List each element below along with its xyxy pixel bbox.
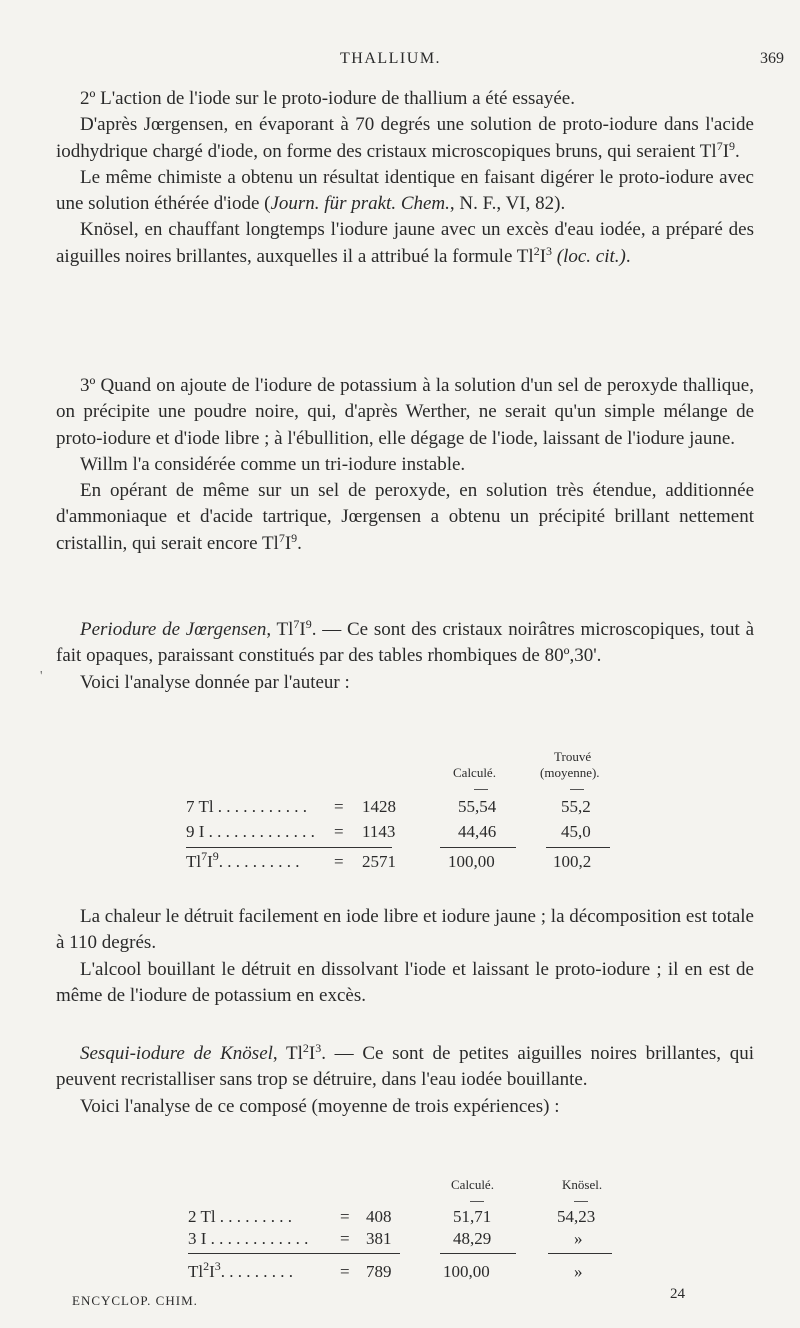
paragraph-decomposition: [56, 904, 754, 1009]
footer-collection: ENCYCLOP. CHIM.: [72, 1293, 198, 1308]
sum-rule: [440, 1253, 516, 1254]
text-line: Knösel, en chauffant longtemps l'iodure jaune avec un excès d'eau iodée, a préparé des aiguilles noires brillantes, auxquelles il a attribué la formule $Tl^2I^3$ (loc. cit.).: [56, 219, 754, 267]
page-number: 369: [760, 50, 784, 67]
sum-rule: [548, 1253, 612, 1254]
row-calculated: 48,29: [453, 1229, 492, 1248]
header-dash: [574, 1201, 588, 1202]
text-line: L'alcool bouillant le détruit en dissolvant l'iode et laissant le proto-iodure ; il en est de même de l'iodure de potassium en excès.: [56, 958, 754, 1006]
header-dash: [570, 789, 584, 790]
row-weight: 1143: [362, 822, 396, 841]
row-weight: 1428: [362, 797, 396, 816]
total-label: $Tl^7I^9$. . . . . . . . . .: [186, 849, 300, 871]
column-header-calculated: Calculé.: [453, 765, 496, 780]
sum-rule: [440, 847, 516, 848]
text-line: D'après Jœrgensen, en évaporant à 70 degrés une solution de proto-iodure dans l'acide iodhydrique chargé d'iode, on forme des cristaux microscopiques bruns, qui seraient $Tl^7I^9$.: [56, 114, 754, 162]
sum-rule: [188, 1253, 400, 1254]
row-eq: =: [334, 822, 344, 841]
total-eq: =: [340, 1262, 350, 1281]
running-title: THALLIUM.: [340, 50, 442, 67]
text-line: Willm l'a considérée comme un tri-iodure instable.: [80, 453, 466, 475]
paragraph-potassium-iodide: [56, 373, 754, 557]
column-header-found: Trouvé: [554, 749, 592, 764]
column-header-found-avg: (moyenne).: [540, 765, 600, 780]
total-weight: 789: [366, 1262, 392, 1281]
row-eq: =: [334, 797, 344, 816]
total-calculated: 100,00: [448, 852, 495, 871]
row-weight: 381: [366, 1229, 392, 1248]
text-line: Sesqui-iodure de Knösel, $Tl^2I^3$. — Ce sont de petites aiguilles noires brillantes, qui peuvent recristalliser sans trop se détruire, dans l'eau iodée bouillante.: [56, 1041, 754, 1091]
row-found: 45,0: [561, 822, 591, 841]
row-label: 2 Tl . . . . . . . . .: [188, 1207, 293, 1226]
row-calculated: 44,46: [458, 822, 497, 841]
row-weight: 408: [366, 1207, 392, 1226]
sum-rule: [186, 847, 392, 848]
text-line: Periodure de Jœrgensen, $Tl^7I^9$. — Ce sont des cristaux noirâtres microscopiques, tout à fait opaques, paraissant constitués par des tables rhombiques de 80º,30'.: [56, 617, 755, 667]
text-line: 2º L'action de l'iode sur le proto-iodure de thallium a été essayée.: [80, 88, 575, 109]
paragraph-periodure: [56, 617, 754, 696]
row-found: 55,2: [561, 797, 591, 816]
footer-signature: 24: [670, 1286, 685, 1302]
row-found: 54,23: [557, 1207, 596, 1226]
text-line: Voici l'analyse donnée par l'auteur :: [80, 671, 350, 693]
row-label: 3 I . . . . . . . . . . . .: [188, 1229, 309, 1248]
text-line: Le même chimiste a obtenu un résultat identique en faisant digérer le proto-iodure avec une solution éthérée d'iode (Journ. für prakt. Chem., N. F., VI, 82).: [56, 166, 754, 215]
total-weight: 2571: [362, 852, 396, 871]
text-line: Voici l'analyse de ce composé (moyenne de trois expériences) :: [80, 1095, 560, 1117]
page-header: [0, 50, 800, 74]
row-eq: =: [340, 1207, 350, 1226]
total-found: 100,2: [553, 852, 592, 871]
row-calculated: 51,71: [453, 1207, 492, 1226]
text-line: La chaleur le détruit facilement en iode libre et iodure jaune ; la décomposition est totale à 110 degrés.: [56, 906, 754, 954]
column-header-knosel: Knösel.: [562, 1177, 603, 1192]
row-calculated: 55,54: [458, 797, 497, 816]
sum-rule: [546, 847, 610, 848]
paragraph-iodine-action: [56, 86, 754, 270]
column-header-calculated: Calculé.: [451, 1177, 494, 1192]
row-eq: =: [340, 1229, 350, 1248]
paragraph-sesqui-iodure: [56, 1041, 754, 1120]
margin-mark: ': [40, 669, 43, 684]
text-line: En opérant de même sur un sel de peroxyde, en solution très étendue, additionnée d'ammoniaque et d'acide tartrique, Jœrgensen a obtenu un précipité brillant nettement cristallin, qui serait encore $Tl^7I^9$.: [56, 480, 754, 554]
header-dash: [470, 1201, 484, 1202]
row-label: 7 Tl . . . . . . . . . . .: [186, 797, 308, 816]
text-line: 3º Quand on ajoute de l'iodure de potassium à la solution d'un sel de peroxyde thallique, on précipite une poudre noire, qui, d'après Werther, ne serait qu'un simple mélange de proto-iodure et d'iode libre ; à l'ébullition, elle dégage de l'iode, laissant de l'iodure jaune.: [56, 375, 754, 449]
total-eq: =: [334, 852, 344, 871]
row-found: »: [574, 1229, 583, 1248]
row-label: 9 I . . . . . . . . . . . . .: [186, 822, 315, 841]
total-calculated: 100,00: [443, 1262, 490, 1281]
total-label: $Tl^2I^3$. . . . . . . . .: [188, 1259, 294, 1281]
total-found: »: [574, 1262, 583, 1281]
header-dash: [474, 789, 488, 790]
